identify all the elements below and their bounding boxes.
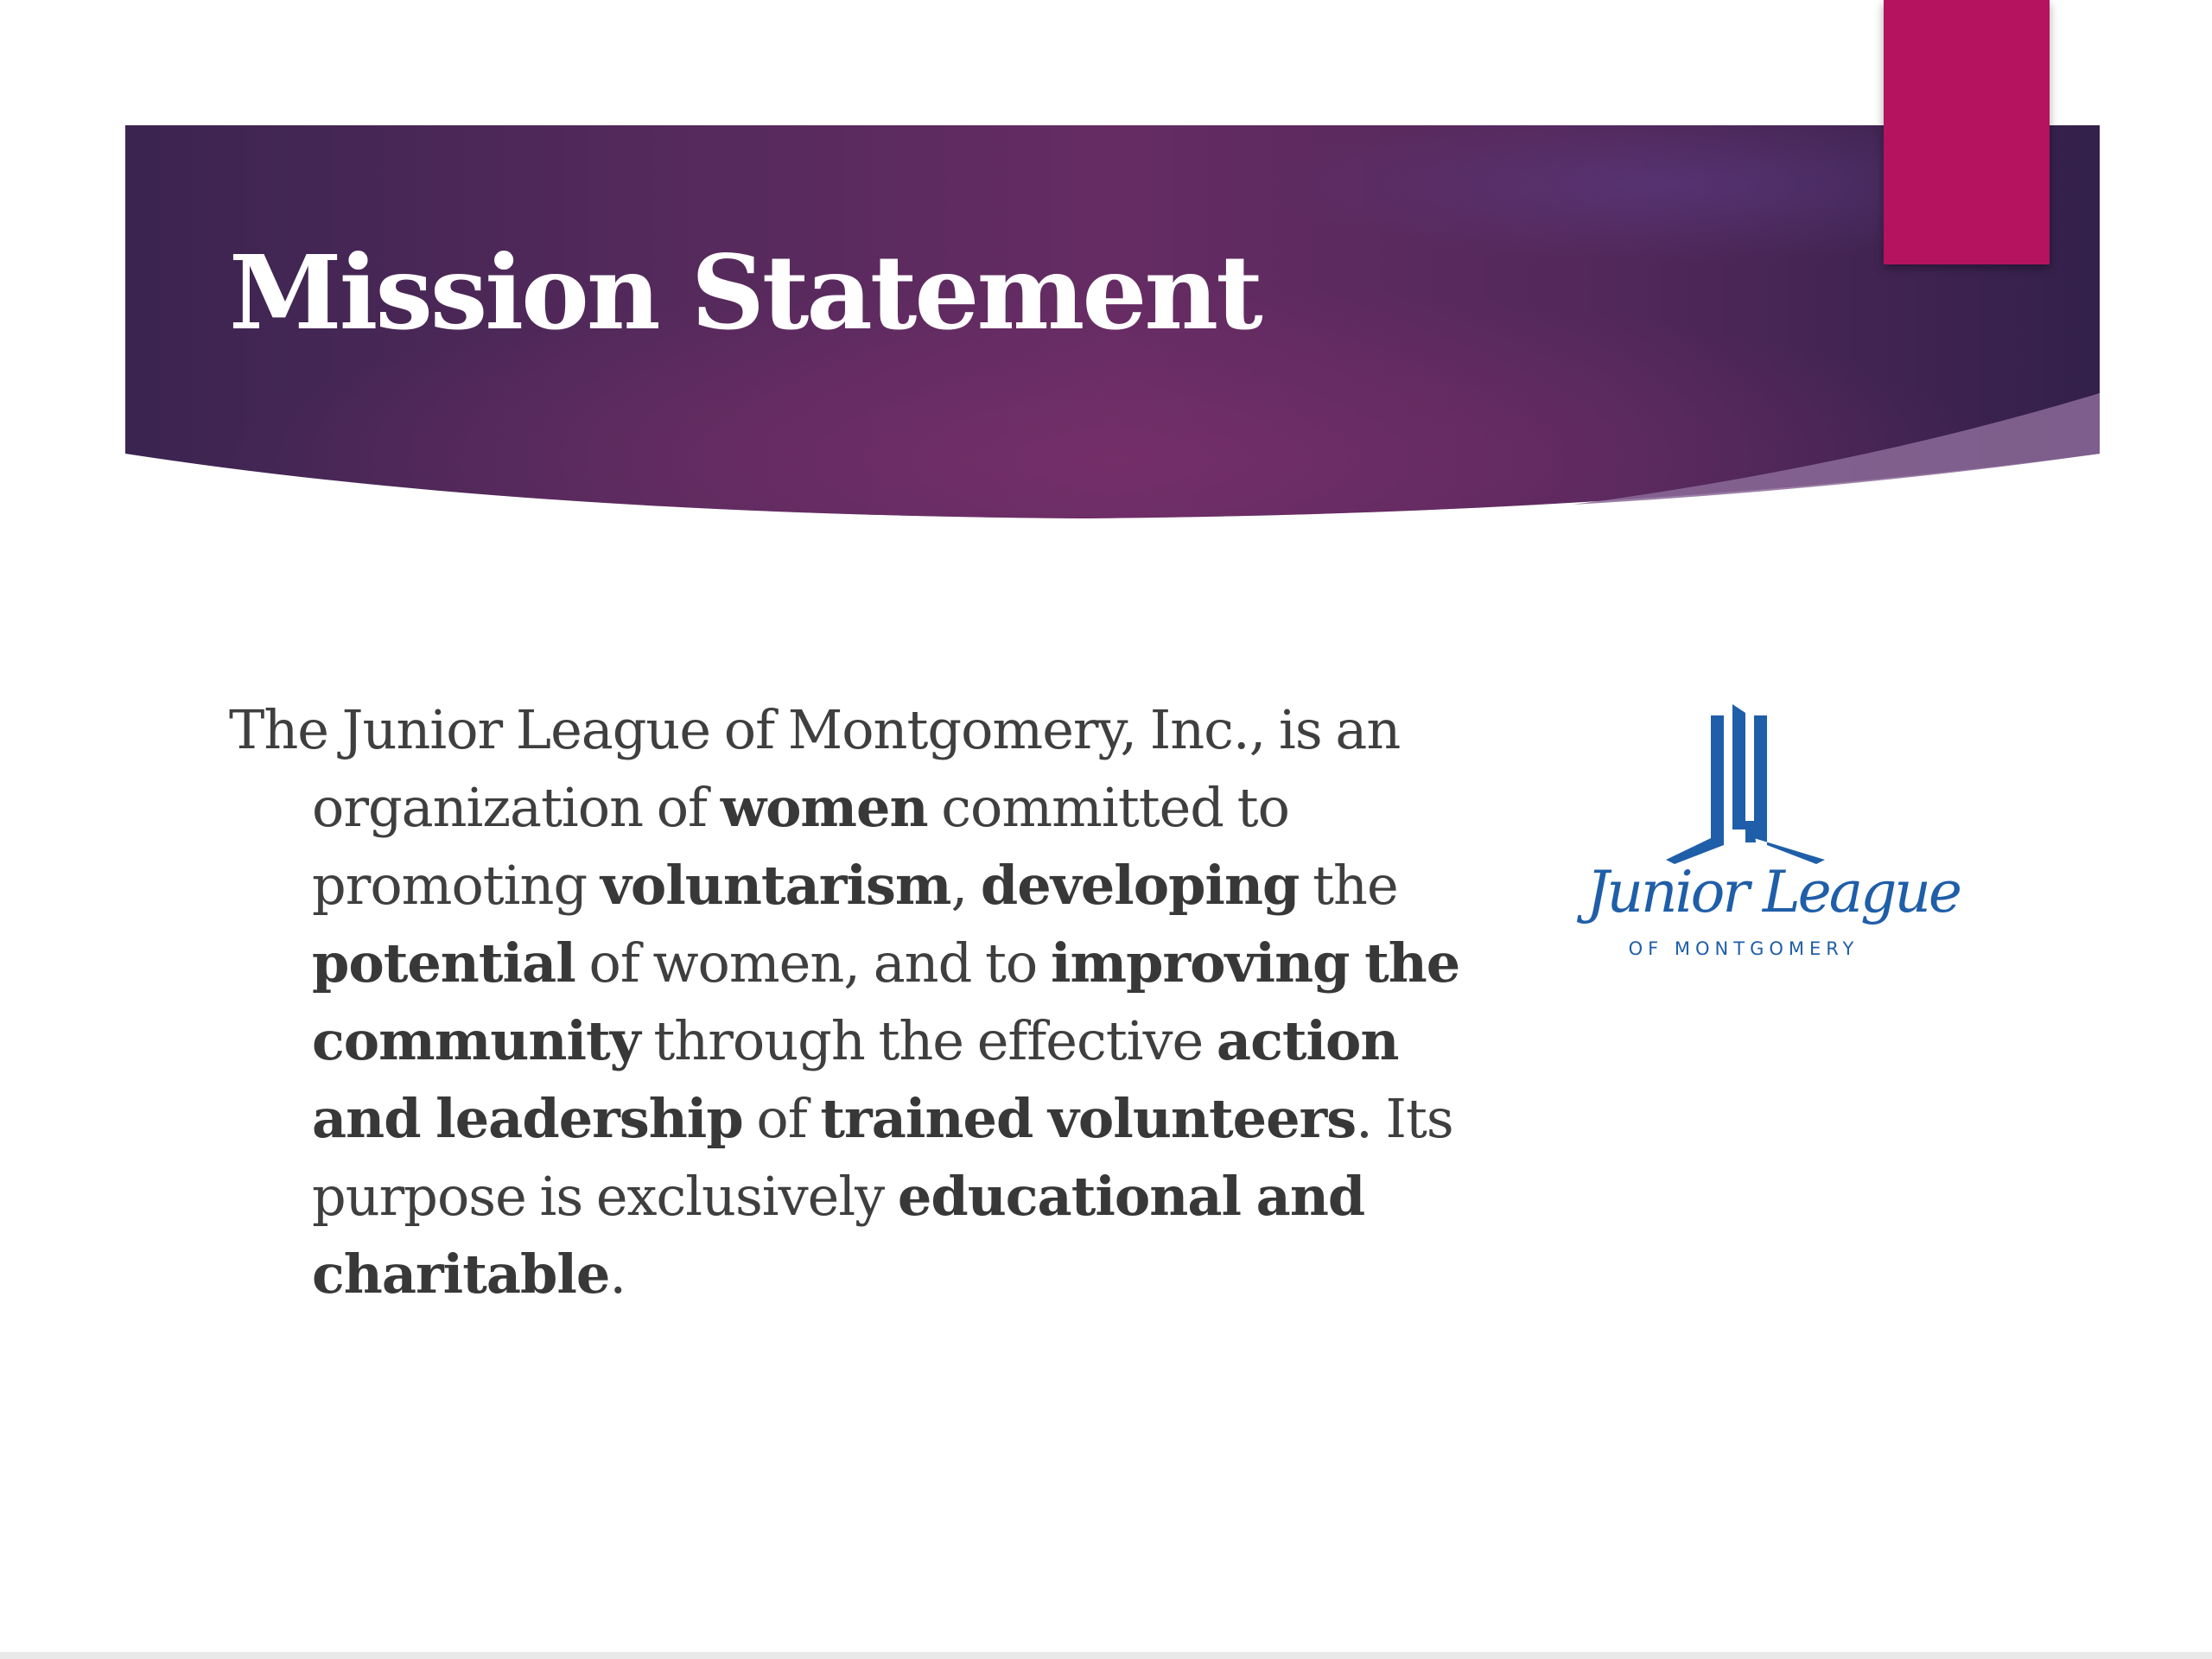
emphasis-text: action and leadership xyxy=(312,1009,1399,1150)
body-text-run: . xyxy=(609,1243,626,1306)
emphasis-text: educational and charitable xyxy=(312,1165,1365,1306)
logo-name: Junior League xyxy=(1586,859,1960,925)
emphasis-text: trained volunteers xyxy=(820,1087,1357,1150)
slide-bottom-edge xyxy=(0,1652,2212,1659)
emphasis-text: women xyxy=(720,776,928,839)
junior-league-columns-icon xyxy=(1573,691,1960,976)
junior-league-logo xyxy=(1573,691,1960,976)
emphasis-text: voluntarism xyxy=(600,854,951,917)
slide-title: Mission Statement xyxy=(229,232,1261,353)
body-text-run: the xyxy=(1299,854,1398,917)
mission-statement-text xyxy=(229,691,1487,1313)
accent-tab xyxy=(1884,0,2050,264)
body-text-run: committed to promoting xyxy=(312,776,1289,917)
body-text-run: through the effective xyxy=(639,1009,1217,1072)
emphasis-text: developing xyxy=(980,854,1300,917)
body-text-run: , xyxy=(950,854,981,917)
body-text-run: . Its purpose is exclusively xyxy=(312,1087,1453,1228)
emphasis-text: potential xyxy=(312,931,575,995)
body-text-run: of women, and to xyxy=(575,931,1051,995)
body-text-run: of xyxy=(742,1087,821,1150)
body-text-run: The Junior League of Montgomery, Inc., is an organization of xyxy=(229,698,1401,839)
logo-subtitle: OF MONTGOMERY xyxy=(1628,938,1859,959)
emphasis-text: improving the community xyxy=(312,931,1460,1072)
